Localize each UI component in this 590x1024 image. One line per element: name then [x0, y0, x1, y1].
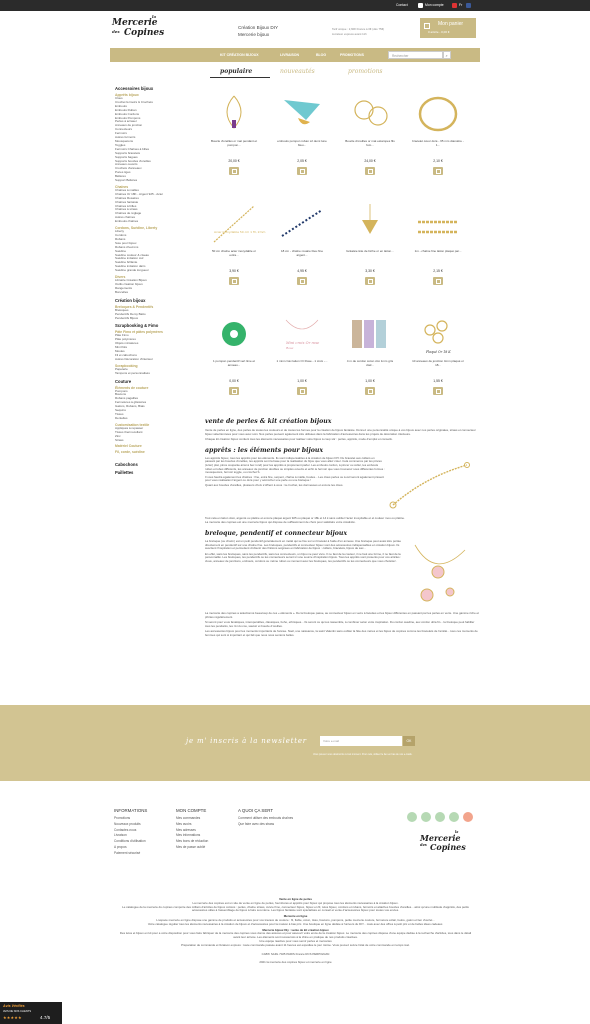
newsletter-section: [0, 705, 590, 781]
sidebar-item[interactable]: Embouts Ruban: [115, 107, 137, 112]
sidebar-item[interactable]: Chaînes Rosaires: [115, 195, 139, 200]
product-price: 24,00 €: [364, 159, 376, 163]
newsletter-placeholder: Votre e-mail: [323, 739, 340, 743]
sidebar-item[interactable]: Outils création bijoux: [115, 281, 143, 286]
sidebar-item[interactable]: Zinc: [115, 433, 121, 438]
product-image[interactable]: [212, 202, 266, 246]
add-to-cart-button[interactable]: [433, 387, 443, 395]
add-to-cart-button[interactable]: [229, 167, 239, 175]
footer-link[interactable]: Promotions: [114, 816, 131, 820]
shipping-express: Livraison express avant 11h: [332, 32, 367, 36]
product-price: 2,15 €: [433, 269, 443, 273]
product-title[interactable]: 4 m de cordon coton ciré 1mm gris clair...: [346, 359, 394, 367]
sidebar-item[interactable]: Chaînes fantaisie: [115, 199, 139, 204]
search-button[interactable]: [443, 51, 451, 59]
footer-link[interactable]: Mes adresses: [176, 827, 196, 832]
cart-icon: [232, 389, 237, 394]
product-title[interactable]: bracelet cœur doré - 65 mm diamètre - 1...: [412, 139, 464, 147]
sidebar-item[interactable]: Clous: [115, 96, 123, 100]
logo-des: des: [420, 843, 427, 847]
company-info: CABS' SARL 7025 PARIS France RCS PERPIGNAN: [261, 951, 330, 956]
product-card[interactable]: [208, 312, 260, 417]
tab-populaire[interactable]: populaire: [220, 68, 253, 75]
sidebar-section-title[interactable]: Accessoires bijoux: [115, 86, 154, 91]
review-brand: Avis Vérifiés: [3, 1004, 25, 1008]
sidebar-item[interactable]: Suédine brillante: [115, 260, 138, 265]
star-rating-icon: ★★★★★: [3, 1015, 22, 1020]
product-price: 3,90 €: [229, 269, 239, 273]
rss-icon[interactable]: [421, 812, 431, 822]
tagline-2: Mercerie bijoux: [238, 32, 270, 37]
content-paragraph: Tout cela en laiton doré, argenté ou platine et encore plaqué argent 925 ou plaqué or 18k et 14 k sans oublier l'acier inoxydable et el couleur mou ou platine.: [205, 515, 405, 520]
google-plus-icon[interactable]: [449, 812, 459, 822]
product-price: 20,00 €: [228, 159, 240, 163]
sidebar-item[interactable]: Tampons et personnalisés: [115, 370, 150, 375]
review-label: AVIS DE NOS CLIENTS: [3, 1010, 32, 1013]
content-paragraph: La mercerie des copines est une mercerie bijoux qui dispose de suffisamment de choix pour satisfaire votre créativité.: [205, 520, 356, 525]
content-heading-1: vente de perles & kit création bijoux: [205, 418, 332, 425]
sidebar-item[interactable]: Chaînes à strass: [115, 207, 138, 212]
sidebar-item[interactable]: Chaînes de réglage: [115, 211, 142, 216]
bottom-paragraph: Le catalogue de la mercerie du copines comporte des milliers d'articles de bijoux colorés : perles, chaîne strass, cuivre fimo, connecteur bijoux, bijoux en fil, tutos bijoux, cordons et rubans, fermoirs et attaches boucles d'oreilles... ainsi qu'une multitude d'apprêts, des petits accessoires utiles à l'assemblage de bijoux à faire soi-même. Les bijoux fantaisie sont spécialisés en conseil et vente d'accessoires bijoux pour toutes vos envies.: [122, 904, 469, 913]
sidebar-item[interactable]: Librairie Création Bijoux: [115, 278, 147, 283]
content-paragraph: En effet, sans les breloques, sans les pendentifs, sans les connecteurs, un bijou ne peut vivre. Il ne faut de la couleur, il ne faut une forme, il ne faut de la personnalité. Les breloques, les pendentifs ou les connecteurs seront ici une source d'inspiration bijoux. Tous les apprêts sont présents pour vos articles : clous, anneaux de jonctions, embouts, cordons ou même ruban ou moment avec les breloques, les pendentifs ou les connecteurs que vous choisirez.: [205, 551, 402, 563]
sidebar-item[interactable]: Crochet fermoirs & Crochets: [115, 99, 153, 104]
sidebar-item[interactable]: Supports boucles d'oreilles: [115, 158, 151, 163]
product-card[interactable]: [276, 92, 328, 197]
product-title[interactable]: 1m - chaîne fine laiton plaqué par...: [414, 249, 462, 253]
footer-col-help: [238, 808, 298, 828]
footer-heading: A QUOI ÇA SERT: [238, 808, 274, 813]
twitter-icon[interactable]: [407, 812, 417, 822]
sidebar-item[interactable]: Pendentifs Demy Batto: [115, 311, 146, 316]
sidebar-group-title[interactable]: Customisation textile: [115, 422, 150, 427]
cart-icon: [300, 169, 305, 174]
sidebar-item[interactable]: Objets miniatures: [115, 341, 139, 346]
tab-promotions[interactable]: promotions: [348, 68, 383, 75]
cart-icon: [232, 279, 237, 284]
tab-nouveautes[interactable]: nouveautés: [280, 68, 315, 75]
sidebar-group-title[interactable]: Matériel Couture: [115, 444, 142, 449]
search-input[interactable]: [388, 51, 443, 59]
add-to-cart-button[interactable]: [365, 167, 375, 175]
cart-icon: [232, 169, 237, 174]
user-icon: [418, 3, 423, 8]
content-paragraph: Les apprêts bijoux, tous les apprêts pour les éléments. Ils sont indispensables à la création de bijoux DIY. Du bracelet aux colliers en passant par les boucles d'oreilles, les apprêts sont la base pour la réalisation du bijou que vous allez créer. Cela commence par les pinces (à lier) plat, pince coupante ainsi à bec rond) pour les apprêts à proprement parler. Les embouts cordon, à pincer ou coller, les embouts ruban et tubes différents, les anneaux de jonction doubles ou simples ouverts et enfin le fermoir que vous trouverez sous différentes formes : mousquetons, fermoir toggle, ou crochet S.: [205, 455, 385, 475]
footer-link[interactable]: Comment utiliser des embouts chaînes: [238, 816, 294, 820]
content-paragraph: Quant aux boucles d'oreilles, plusieurs choix s'offrent à vous : la crochet, les dormeuses et encore les clous.: [205, 482, 344, 487]
pinterest-icon[interactable]: [435, 812, 445, 822]
add-to-cart-button[interactable]: [297, 167, 307, 175]
product-card[interactable]: [344, 92, 396, 197]
sidebar-item[interactable]: Breloques: [115, 307, 129, 312]
bottom-paragraph: Préparation de commande et livraison express : toute commande passée avant 11 heures est expédiée le jour même. Vous pouvez suivre l'état de votre commande en temps réel.: [181, 942, 410, 947]
top-bar: [0, 0, 590, 11]
add-to-cart-button[interactable]: [433, 167, 443, 175]
product-title[interactable]: 10 anneaux de jonction 4mm plaqué or 18...: [412, 359, 464, 367]
bottom-heading: Vente en ligne de perles: [279, 897, 312, 901]
product-price: 0,00 €: [229, 379, 239, 383]
sidebar-item[interactable]: Embouts: [115, 103, 127, 108]
sidebar-item[interactable]: Suédine imitation daim: [115, 264, 146, 269]
add-to-cart-button[interactable]: [433, 277, 443, 285]
add-to-cart-button[interactable]: [229, 277, 239, 285]
product-title[interactable]: 50 cm chaîne acier inoxydable or extra...: [211, 249, 257, 257]
footer-col-account: [176, 808, 236, 851]
product-price: 1,00 €: [297, 379, 307, 383]
product-card[interactable]: [344, 202, 396, 307]
charm-illustration: [405, 540, 475, 610]
content-heading-2: apprêts : les éléments pour bijoux: [205, 446, 324, 454]
cart-icon: [436, 169, 441, 174]
content-paragraph: Chaque kit création bijoux contient tous les éléments nécessaires pour réaliser votre bijoux à coup sûr : perles, apprêts, mode d'emploi et conseils.: [205, 437, 393, 442]
sidebar-item[interactable]: Bélières: [115, 174, 126, 179]
footer-link[interactable]: Mes avoirs: [176, 821, 192, 826]
sidebar-item[interactable]: Fermetures à glissières: [115, 400, 147, 405]
logo-mercerie: Mercerie: [420, 833, 461, 843]
sidebar-item[interactable]: Puces tiges: [115, 170, 131, 175]
sidebar-item[interactable]: Suédine grande longueur: [115, 268, 149, 273]
nav-blog[interactable]: BLOG: [316, 53, 327, 57]
footer-link[interactable]: Mes commandes: [176, 816, 201, 820]
product-image[interactable]: [416, 92, 460, 136]
header: [0, 11, 590, 45]
sidebar-group-title[interactable]: Divers: [115, 275, 126, 280]
logo-copines: Copines: [430, 842, 466, 852]
shipping-info: Tarif unique : 2,60€ France à 0€ (dès 75€): [332, 27, 385, 31]
footer-link[interactable]: Mes bons de réduction: [176, 839, 209, 844]
cart-icon: [300, 389, 305, 394]
add-to-cart-button[interactable]: [297, 387, 307, 395]
sidebar-group-title[interactable]: Chaînes: [115, 184, 129, 189]
product-card[interactable]: [344, 312, 396, 417]
sidebar-item[interactable]: Liberty: [115, 229, 125, 234]
language-link[interactable]: Fr: [459, 3, 463, 7]
product-image[interactable]: [416, 202, 460, 246]
add-to-cart-button[interactable]: [365, 277, 375, 285]
product-price: 2,10 €: [433, 159, 443, 163]
product-title[interactable]: 1 pompon pendentif vert lime et anneau...: [212, 359, 256, 367]
content-paragraph: Il vous faudra également les chaînes : fine, extra fine, serpent, chaîne à maille, boules... Les clous perles ou à œil seront également présent pour vous réalisation l'argent ou doré pour y accrocher une perle ou une breloque !: [205, 474, 384, 483]
svg-text:Plaqué Or 18 K: Plaqué Or 18 K: [426, 350, 451, 354]
add-to-cart-button[interactable]: [229, 387, 239, 395]
cart-icon: [436, 389, 441, 394]
sidebar-item[interactable]: Autres Décoration d'intérieur: [115, 356, 153, 361]
content-heading-3: breloque, pendentif et connecteur bijoux: [205, 529, 348, 537]
sidebar-item[interactable]: Rubans pagailles: [115, 396, 139, 401]
sidebar-item[interactable]: Suédine imitation cuir: [115, 256, 144, 261]
search-placeholder: Rechercher: [392, 53, 409, 58]
copyright: 2021 la mercerie des copines bijoux et mercerie en ligne: [259, 960, 332, 965]
footer-link[interactable]: A propos: [114, 844, 127, 849]
sidebar-group-title[interactable]: Cordons, Suédine, Liberty: [115, 226, 158, 231]
content-paragraph: Si seront pour vous fanatiques, interoperables, classiques, boho, ethniques... Ils seront ce qu'ous rassemble, à combiner selon votre inspiration. Du cordon suédine, aux cordon ultra fin... la breloque peut habiller tous les pendants, les rivi du cou, sautoir et boucle d'oreilles.: [205, 620, 475, 628]
bottom-paragraph: La mercerie des copines est un site de vente en ligne de perles, fournitures et apprêts pour bijoux qui propose tous les éléments nécessaires à la création bijoux.: [192, 900, 399, 905]
product-price: 1,55 €: [433, 379, 443, 383]
sidebar-item[interactable]: Appliqués à repasser: [115, 425, 144, 430]
chain-illustration: [385, 457, 475, 517]
logo-des: des: [112, 29, 120, 34]
footer-col-informations: [114, 808, 174, 857]
bottom-heading: Mercerie bijoux Diy : vente de kit création bijoux: [262, 927, 329, 932]
product-card[interactable]: [412, 92, 464, 197]
logo-copines: Copines: [124, 28, 165, 38]
footer-link[interactable]: Contactez-nous: [114, 827, 137, 832]
add-to-cart-button[interactable]: [365, 387, 375, 395]
sidebar-item[interactable]: Strass: [115, 437, 124, 442]
product-image[interactable]: [280, 92, 324, 136]
sidebar-item[interactable]: Moules: [115, 349, 125, 354]
chain-image: [385, 457, 475, 517]
cart-icon: [368, 389, 373, 394]
footer-link[interactable]: Paiement sécurisé: [114, 850, 141, 855]
search-icon: ⌕: [445, 53, 448, 58]
product-image[interactable]: [348, 312, 392, 356]
sidebar-group-title[interactable]: Breloques & Pendentifs: [115, 304, 154, 309]
cart-icon: [436, 279, 441, 284]
nav-kit[interactable]: KIT CRÉATION BIJOUX: [220, 53, 259, 57]
tagline-1: Création Bijoux DIY: [238, 25, 279, 30]
sidebar-item[interactable]: Anneaux ouverts: [115, 162, 138, 167]
sidebar-item[interactable]: Autres fermoirs: [115, 135, 136, 140]
footer-heading: INFORMATIONS: [114, 808, 148, 813]
svg-text:Acier Inoxydable 50 cm 1 fil,: Acier Inoxydable 50 cm 1 fil, 2mm: [214, 230, 266, 234]
sidebar-item[interactable]: Anneaux de jonction: [115, 123, 143, 128]
sidebar-item[interactable]: Papeterie: [115, 366, 128, 371]
footer-link[interactable]: Que faire avec des strass: [238, 821, 275, 826]
sidebar-item[interactable]: Toggles: [115, 142, 126, 147]
sidebar-section-title[interactable]: Paillettes: [115, 470, 134, 476]
svg-text:Mini croix Or rose: Mini croix Or rose: [286, 341, 320, 345]
content-paragraph: Les accessoires bijoux pour les moments importants de l'année. Noël, une naissance, la saint Valentin sans oublier la fête des mères et les bijoux de copines comme les bracelets de l'amitié... tous ces moments de femmes qui sont si important et qui fait que nous nous sentons belles.: [205, 629, 478, 637]
product-image[interactable]: [280, 312, 324, 356]
sidebar-item[interactable]: Suédine: [115, 248, 127, 253]
sidebar-section-title[interactable]: Cabochons: [115, 462, 138, 468]
sidebar-item[interactable]: Galons, Rubans, Biais: [115, 404, 145, 409]
nav-livraison[interactable]: LIVRAISON: [280, 53, 300, 57]
footer-link[interactable]: Conditions d'utilisation: [114, 839, 146, 844]
cart-button[interactable]: [420, 18, 476, 38]
cart-icon: [368, 279, 373, 284]
sidebar-item[interactable]: Mini Kiks: [115, 345, 128, 350]
product-title[interactable]: 1 mini croix laiton Or Rose - 1 croix -...: [276, 359, 328, 363]
sidebar-item[interactable]: Boutons: [115, 392, 127, 397]
contact-link[interactable]: Contact: [396, 3, 408, 7]
review-score: 4.7/5: [40, 1015, 51, 1020]
sidebar-item[interactable]: Fil et cabochons: [115, 352, 137, 357]
content-paragraph: Vente de perles en ligne, des perles de toutes les couleurs et de toutes les formes pour la création de bijoux fantaisie. Donnez une personnalité unique à vos bijoux avec nos perles originales, strass et connecteur bijoux sélectionnées pour vous avec soin. Nos perles peuvent également être utilisées dans la fabrication d'accessoires dans les projets de décoration intérieure.: [205, 428, 476, 436]
sidebar-item[interactable]: Soie pour bijoux: [115, 240, 137, 245]
sidebar-item[interactable]: Pendentifs Bijoux: [115, 315, 139, 320]
logo-mercerie: Mercerie: [112, 18, 158, 28]
content-paragraph: La mercerie des copines a sélectionné beaucoup de ces « éléments ». De la breloque passe, au connecteur bijoux en verre à facettes et les bijoux différentes en passant par les perles en verre. Une gamme riche et phrites régulièrement.: [205, 610, 479, 619]
sidebar-item[interactable]: Supports bagues: [115, 154, 138, 159]
product-title[interactable]: 18 cm - chaîne rosaire bleu fine argent...: [280, 249, 324, 257]
sidebar-group-title[interactable]: Apprêts bijoux: [115, 93, 139, 97]
newsletter-ok-button[interactable]: OK: [403, 736, 415, 746]
product-card[interactable]: [276, 312, 328, 417]
product-title[interactable]: Boucle d'oreilles or mat estampes fils fom...: [345, 139, 395, 147]
sidebar-item[interactable]: Support Bélières: [115, 178, 138, 183]
sidebar-item[interactable]: Fermoirs: [115, 131, 127, 136]
product-title[interactable]: Boucle d'oreilles or mat pendant et pompon...: [210, 139, 258, 147]
newsletter-note: Vous pouvez vous désinscrire à tout moment. Pour cela, utilisez le lien en bas de nos e-mails.: [313, 753, 413, 756]
content-paragraph: La breloque (ou charm) est un petit pendentif généralement en métal qui se fixe sur un bracelet à l'aide d'un anneau. Une breloque peut aussi être portée directement en pendentif sur une chaîne fine. Les breloques, pendentifs et connecteur bijoux sont des accessoires indispensables en création bijoux. Ils suscitent l'inspiration et permettent d'obtenir des finitions soignées en fabrication de bijoux : colliers, bracelets, bijoux de sac...: [205, 538, 402, 551]
newsletter-email-input[interactable]: [320, 736, 402, 746]
sidebar-item[interactable]: Embouts chaînes: [115, 219, 139, 224]
product-card[interactable]: [412, 202, 464, 307]
product-card[interactable]: [208, 92, 260, 197]
sidebar-item[interactable]: Rubans chevrons: [115, 244, 139, 249]
product-price: 3,30 €: [365, 269, 375, 273]
logo-la: la: [152, 14, 157, 19]
product-card[interactable]: [208, 202, 266, 307]
cart-icon: [368, 169, 373, 174]
product-image[interactable]: [348, 202, 392, 246]
product-tabs: [200, 67, 480, 78]
footer-link[interactable]: Mes de passe oublié: [176, 844, 206, 849]
sidebar-item[interactable]: Suédine couleur & ciseau: [115, 252, 150, 257]
newsletter-title: je m' inscris à la newsletter: [186, 737, 307, 745]
sidebar-item[interactable]: Rubans: [115, 236, 126, 241]
bottom-heading: Mercerie en ligne: [283, 914, 308, 919]
product-image[interactable]: [280, 202, 324, 246]
sidebar-group-title[interactable]: Fil, corde, suédine: [115, 450, 145, 455]
sidebar-section-title[interactable]: Création bijoux: [115, 297, 146, 303]
product-image[interactable]: [212, 92, 256, 136]
sidebar-item[interactable]: Tissus: [115, 412, 124, 416]
sidebar-item[interactable]: Dentelles: [115, 415, 128, 420]
product-card[interactable]: [276, 202, 328, 307]
bottom-paragraph: L'espace mercerie en ligne dispose une gamme de produits et accessoires pour vos travaux de couture : fil, fiable, coton, tissu, boutons, pompons, petite mercerie couture, fermeture éclair, feutre, galon et lien d'ourlet...: [156, 917, 435, 922]
sidebar-item[interactable]: Chaînes Or 18K - Argent 925 - Acier: [115, 191, 164, 196]
product-title[interactable]: embouts pompon ruban x2 demi lune bleu...: [277, 139, 327, 147]
footer-logo[interactable]: [418, 830, 468, 856]
charm-image: [405, 540, 475, 610]
sidebar-section-title[interactable]: Couture: [115, 378, 132, 384]
verified-reviews-badge[interactable]: [0, 1002, 62, 1024]
flag-icon[interactable]: [452, 3, 457, 8]
sidebar-group-title[interactable]: Éléments de couture: [115, 385, 149, 390]
product-image[interactable]: [212, 312, 256, 356]
sidebar-group-title[interactable]: Pâte Fimo et pâtes polymères: [115, 330, 163, 335]
sidebar-item[interactable]: Connecteurs: [115, 127, 133, 132]
seo-content: [205, 418, 480, 638]
account-link[interactable]: Mon compte: [425, 3, 444, 7]
sidebar-item[interactable]: Tissus thermocollant: [115, 429, 143, 434]
sidebar-item[interactable]: Rangements: [115, 285, 133, 290]
sidebar-item[interactable]: Perles à écraser: [115, 119, 137, 124]
cart-summary: 0 article - 0,00 €: [428, 30, 450, 34]
sidebar-item[interactable]: Cordons: [115, 233, 127, 237]
site-logo[interactable]: [110, 14, 166, 42]
sidebar-item[interactable]: Crochets d'anneaux: [115, 166, 142, 171]
product-title[interactable]: fantaisie tête de biche or en laiton...: [346, 249, 394, 253]
category-sidebar: [115, 83, 198, 475]
sidebar-item[interactable]: Fermoirs Chaînes à billes: [115, 146, 150, 151]
sidebar-item[interactable]: Pâte polymères: [115, 337, 136, 342]
sidebar-item[interactable]: Embouts Pompons: [115, 115, 141, 120]
bottom-paragraph: Des tutos et bijoux en kit pour a votre disposition pour vous faire fabriquer de la mercerie des copines vous donne des astuces et pour assouvir votre envie de la création bijoux. Le mercerie des copines dispose d'une équipe dédiée à la recherche d'articles, tous dans le détail avant leur arrivée. Les éléments sont ressourcés à la chine en pratique de nos produits créatives.: [119, 931, 472, 940]
sidebar-section-title[interactable]: Scrapbooking & Fimo: [115, 323, 159, 329]
add-to-cart-button[interactable]: [297, 277, 307, 285]
sidebar-item[interactable]: Embouts Cordons: [115, 111, 140, 116]
product-card[interactable]: [412, 312, 464, 417]
product-price: 1,00 €: [365, 379, 375, 383]
sidebar-item[interactable]: Mousquetons: [115, 138, 134, 143]
product-price: 4,95 €: [297, 269, 307, 273]
logo-la: la: [455, 830, 459, 834]
bottom-paragraph: Une équipe réactive pour vous servir perles et merceries: [259, 938, 332, 943]
sidebar-item[interactable]: Autres chaînes: [115, 215, 136, 220]
sidebar-item[interactable]: Supports bracelets: [115, 150, 141, 155]
product-image[interactable]: [416, 312, 460, 356]
tab-underline: [210, 77, 270, 78]
product-grid: [208, 92, 480, 422]
product-image[interactable]: [348, 92, 392, 136]
footer-link[interactable]: Livraison: [114, 833, 127, 838]
sidebar-item[interactable]: Sequins: [115, 408, 126, 413]
sidebar-item[interactable]: Chaînes à billes: [115, 203, 137, 208]
footer-link[interactable]: Mes informations: [176, 833, 201, 838]
cart-label: Mon panier: [438, 21, 464, 27]
sidebar-item[interactable]: Pompons: [115, 388, 128, 393]
facebook-icon[interactable]: [466, 3, 471, 8]
nav-promotions[interactable]: PROMOTIONS: [340, 53, 364, 57]
footer-link[interactable]: Nouveaux produits: [114, 821, 141, 826]
svg-text:Rose: Rose: [286, 346, 294, 350]
bottom-paragraph: Votre catalogue régulier tous les éléments nécessaires à la création de bijoux et d'accessoires pour la maison à bas prix. Une boutique en ligne dédiée à l'univers du DIY... mais avec des offres à petit prix et de belles idées cadeaux.: [147, 921, 444, 926]
facebook-circle-icon[interactable]: [463, 812, 473, 822]
bottom-seo-text: [118, 898, 473, 965]
product-price: 2,05 €: [297, 159, 307, 163]
cart-icon: [424, 23, 430, 29]
footer-heading: MON COMPTE: [176, 808, 207, 813]
sidebar-item[interactable]: Chaînes à mailles: [115, 187, 139, 192]
cart-icon: [300, 279, 305, 284]
sidebar-item[interactable]: Pâte Fimo: [115, 333, 129, 338]
sidebar-item[interactable]: Boncelles: [115, 289, 129, 294]
sidebar-group-title[interactable]: Scrapbooking: [115, 363, 138, 368]
